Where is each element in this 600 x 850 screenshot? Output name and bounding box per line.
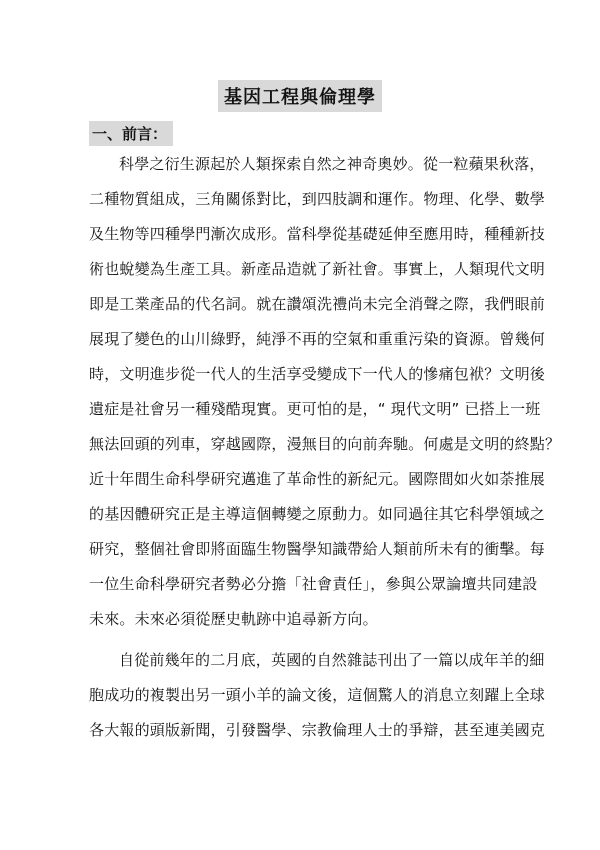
paragraph-line: 的基因體研究正是主導這個轉變之原動力。如同過往其它科學領域之 xyxy=(89,505,546,523)
section-heading: 一、前言： xyxy=(89,121,173,146)
paragraph-line: 各大報的頭版新聞，引發醫學、宗教倫理人士的爭辯，甚至連美國克 xyxy=(89,721,546,739)
paragraph-line: 近十年間生命科學研究邁進了革命性的新紀元。國際間如火如荼推展 xyxy=(89,470,546,488)
paragraph-line: 無法回頭的列車，穿越國際，漫無目的向前奔馳。何處是文明的終點？ xyxy=(89,435,561,453)
paragraph-line: 時，文明進步從一代人的生活享受變成下一代人的慘痛包袱？文明後 xyxy=(89,365,546,383)
paragraph-line: 展現了變色的山川綠野，純淨不再的空氣和重重污染的資源。曾幾何 xyxy=(89,330,546,348)
paragraph-line: 自從前幾年的二月底，英國的自然雜誌刊出了一篇以成年羊的細 xyxy=(119,651,545,669)
paragraph-line: 科學之衍生源起於人類探索自然之神奇奧妙。從一粒蘋果秋落， xyxy=(119,155,545,173)
paragraph-line: 術也蛻變為生產工具。新產品造就了新社會。事實上，人類現代文明 xyxy=(89,260,546,278)
paragraph-line: 胞成功的複製出另一頭小羊的論文後，這個驚人的消息立刻躍上全球 xyxy=(89,686,546,704)
document-title: 基因工程與倫理學 xyxy=(218,80,382,112)
paragraph-line: 一位生命科學研究者勢必分擔「社會責任」，參與公眾論壇共同建設 xyxy=(89,575,538,593)
paragraph-line: 及生物等四種學門漸次成形。當科學從基礎延伸至應用時，種種新技 xyxy=(89,225,546,243)
paragraph-line: 遺症是社會另一種殘酷現實。更可怕的是，“ 現代文明” 已搭上一班 xyxy=(89,400,541,418)
paragraph-line: 未來。未來必須從歷史軌跡中追尋新方向。 xyxy=(89,610,378,628)
paragraph-line: 研究，整個社會即將面臨生物醫學知識帶給人類前所未有的衝擊。每 xyxy=(89,540,546,558)
paragraph-line: 即是工業產品的代名詞。就在讚頌洗禮尚未完全消聲之際，我們眼前 xyxy=(89,295,546,313)
title-container xyxy=(0,80,600,112)
paragraph-line: 二種物質組成，三角關係對比，到四肢調和運作。物理、化學、數學 xyxy=(89,190,546,208)
